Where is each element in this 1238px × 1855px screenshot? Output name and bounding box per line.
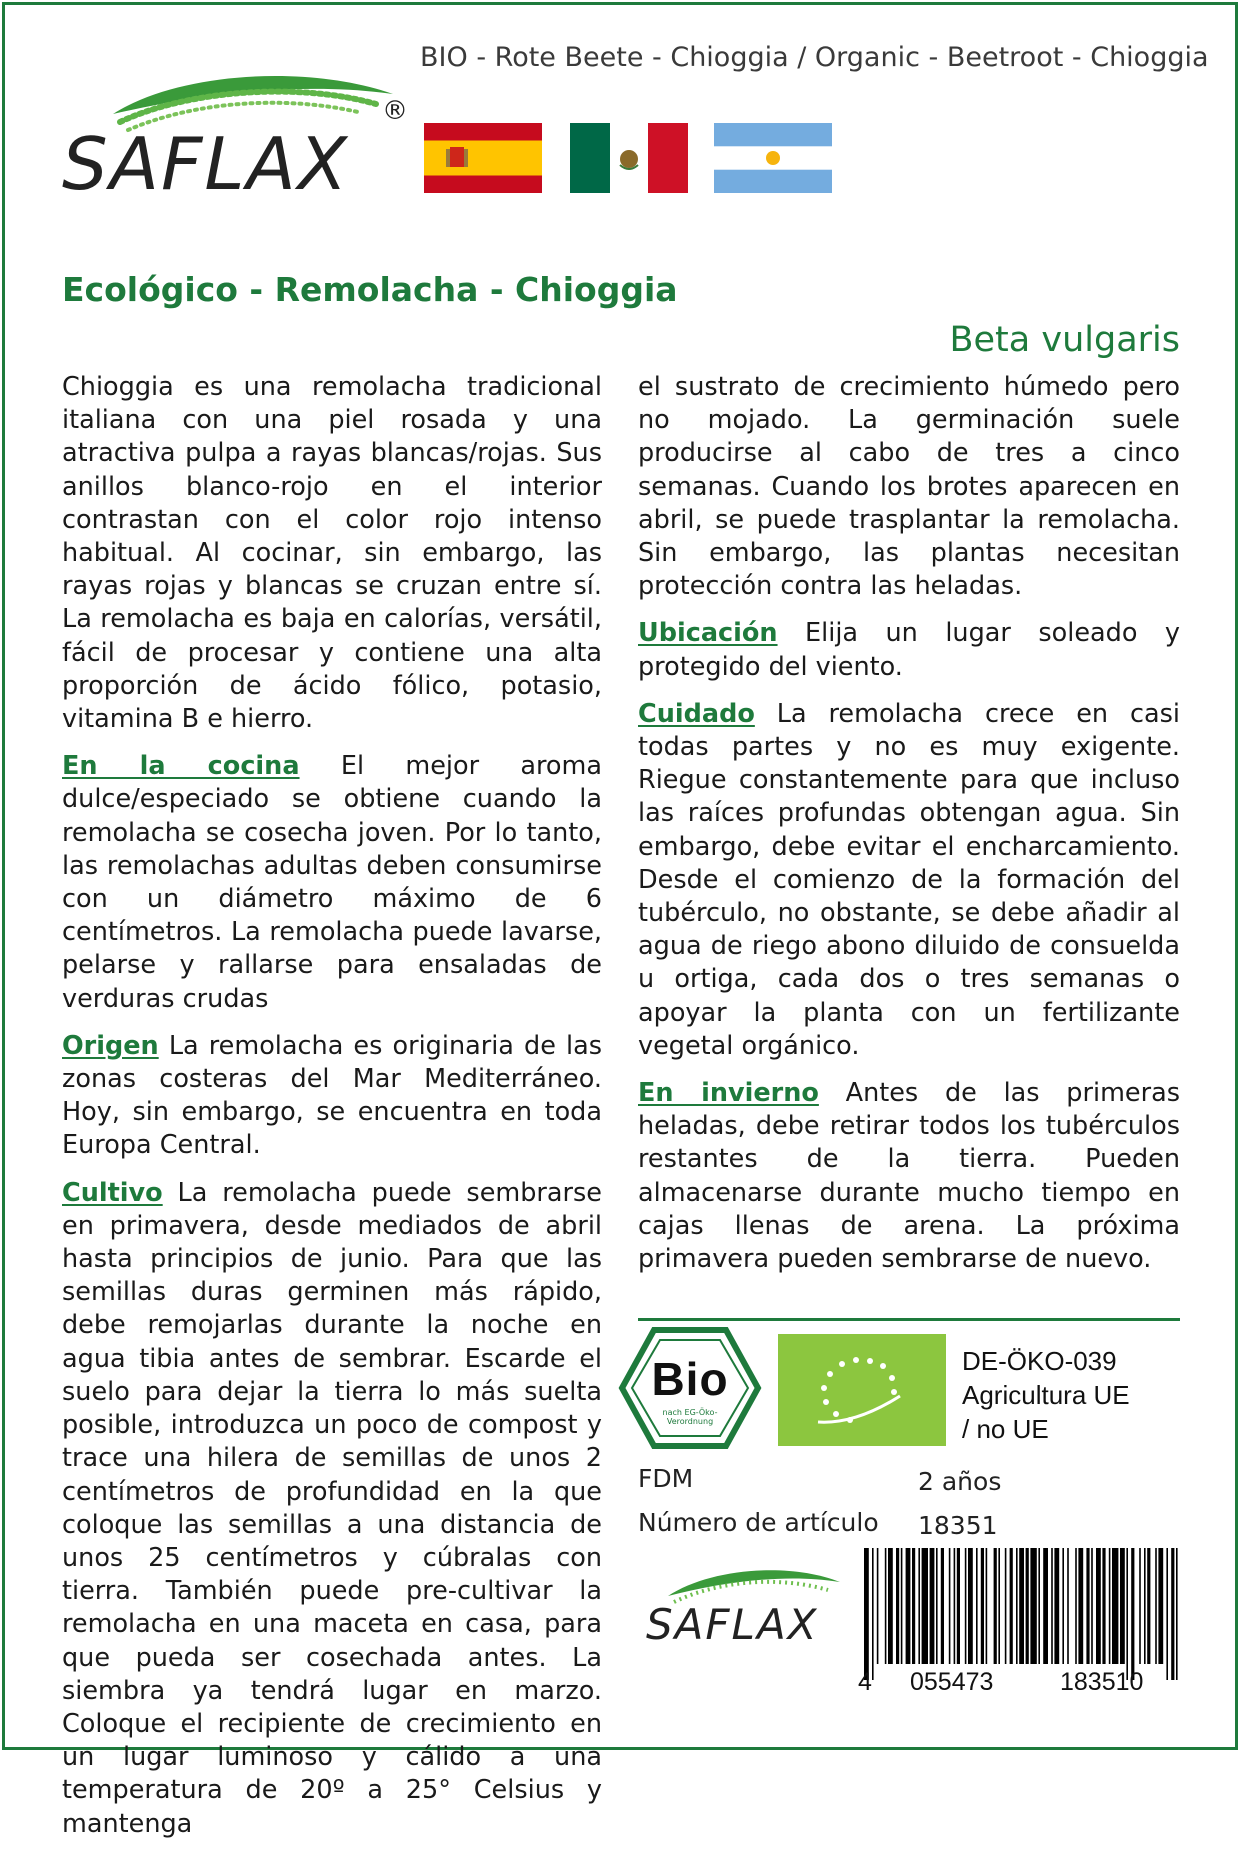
barcode-bar <box>998 1548 1000 1664</box>
barcode-bar <box>877 1548 879 1664</box>
barcode-bar <box>968 1548 973 1664</box>
barcode-bar <box>1102 1548 1105 1664</box>
barcode-bar <box>1062 1548 1064 1664</box>
barcode-bar <box>1144 1548 1146 1664</box>
botanical-name: Beta vulgaris <box>949 320 1180 360</box>
barcode-bar <box>976 1548 978 1664</box>
barcode-bar <box>922 1548 928 1664</box>
agriculture-line-2: / no UE <box>962 1414 1049 1444</box>
barcode-bar <box>1109 1548 1111 1664</box>
barcode-bar <box>1158 1548 1163 1664</box>
barcode-bar <box>1166 1548 1168 1680</box>
cultivation-heading: Cultivo <box>62 1177 163 1208</box>
barcode-bar <box>1112 1548 1118 1664</box>
barcode-bar <box>1019 1548 1024 1664</box>
barcode-bar <box>981 1548 984 1664</box>
kitchen-heading: En la cocina <box>62 751 300 782</box>
barcode-bar <box>1096 1548 1101 1664</box>
barcode-bar <box>1147 1548 1150 1664</box>
left-column <box>62 371 602 1855</box>
barcode-bar <box>1075 1548 1077 1664</box>
barcode-bar <box>1171 1548 1174 1680</box>
winter-text: Antes de las primeras heladas, debe retirar todos los tubérculos restantes de la tierra. Pueden almacenarse durante mucho tiempo en cajas llenas de arena. La próxima primavera pueden sembrarse de nuevo. <box>638 1078 1180 1275</box>
barcode-bar <box>1010 1548 1013 1664</box>
bio-seal-text: Bio <box>651 1353 729 1405</box>
saflax-logo-small <box>640 1552 850 1664</box>
article-number-value: 18351 <box>918 1511 998 1540</box>
barcode-bar <box>872 1548 874 1680</box>
winter-section <box>638 1077 1180 1276</box>
barcode-bar <box>1120 1548 1125 1664</box>
cultivation-section <box>62 1177 602 1841</box>
barcode-bar <box>1139 1548 1141 1664</box>
barcode-bar <box>957 1548 960 1664</box>
barcode-group-1: 055473 <box>910 1668 994 1696</box>
barcode-bar <box>901 1548 903 1664</box>
barcode-bar <box>864 1548 869 1680</box>
saflax-wordmark: SAFLAX <box>62 122 350 206</box>
barcode-icon <box>850 1548 1180 1686</box>
right-column <box>638 371 1180 1290</box>
barcode-bar <box>949 1548 951 1664</box>
care-heading: Cuidado <box>638 698 755 729</box>
kitchen-text: El mejor aroma dulce/especiado se obtiene cuando la remolacha se cosecha joven. Por lo tanto, las remolachas adultas deben consumirse con un diámetro máximo de 6 centímetros. La remolacha puede lavarse, pelarse y rallarse para ensaladas de verduras crudas <box>62 751 602 1014</box>
spain-flag-icon <box>424 123 542 193</box>
origin-text: La remolacha es originaria de las zonas costeras del Mar Mediterráneo. Hoy, sin embargo, se encuentra en toda Europa Central. <box>62 1030 603 1161</box>
eu-organic-leaf-icon <box>778 1334 946 1446</box>
barcode-bar <box>965 1548 967 1664</box>
certification-code: DE-ÖKO-039 <box>962 1346 1117 1376</box>
location-text: Elija un lugar soleado y protegido del viento. <box>638 618 1180 682</box>
barcode-bar <box>1043 1548 1048 1664</box>
barcode-bar <box>912 1548 915 1664</box>
barcode-bar <box>1054 1548 1059 1664</box>
barcode-bar <box>936 1548 938 1664</box>
location-heading: Ubicación <box>638 618 778 649</box>
location-section <box>638 617 1180 683</box>
barcode-bar <box>1091 1548 1093 1664</box>
cultivation-text: La remolacha puede sembrarse en primavera, desde mediados de abril hasta principios de junio. Para que las semillas duras germinen más rápido, debe remojarlas durante la noche en agua tibia antes de sembrar. Escarde el suelo para dejar la tierra lo más suelta posible, introduzca un poco de compost y trace una hilera de semillas de unos 2 centímetros de profundidad en la que coloque las semillas a una distancia de unos 25 centímetros y cúbralas con tierra. También puede pre-cultivar la remolacha en una maceta en casa, para que pueda ser cosechada antes. La siembra ya tendrá lugar en marzo. Coloque el recipiente de crecimiento en un lugar luminoso y cálido a una temperatura de 20º a 25° Celsius y mantenga <box>62 1177 602 1839</box>
bio-seal-icon <box>618 1326 762 1450</box>
mexico-flag-icon <box>570 123 688 193</box>
barcode-bar <box>1078 1548 1083 1664</box>
barcode-bar <box>941 1548 944 1664</box>
origin-heading: Origen <box>62 1030 159 1061</box>
barcode-bar <box>1005 1548 1007 1664</box>
barcode-bar <box>1026 1548 1029 1664</box>
product-line-header: BIO - Rote Beete - Chioggia / Organic - Beetroot - Chioggia <box>420 42 1209 73</box>
barcode-bar <box>954 1548 956 1664</box>
fdm-label: FDM <box>638 1464 694 1493</box>
argentina-flag-icon <box>714 123 832 193</box>
winter-heading: En invierno <box>638 1078 819 1109</box>
care-text: La remolacha crece en casi todas partes y no es muy exigente. Riegue constantemente para que incluso las raíces profundas obtengan agua. Sin embargo, debe evitar el encharcamiento. Desde el comienzo de la formación del tubérculo, no obstante, se debe añadir al agua de riego abono diluido de consuelda u ortiga, cada dos o tres semanas o apoyar la planta con un fertilizante vegetal orgánico. <box>638 698 1180 1061</box>
barcode-group-2: 183510 <box>1060 1668 1144 1696</box>
barcode-first-digit: 4 <box>858 1668 872 1696</box>
saflax-logo <box>58 52 408 212</box>
barcode-bar <box>930 1548 935 1664</box>
barcode-bar <box>885 1548 887 1664</box>
barcode-bar <box>1155 1548 1157 1664</box>
barcode-bar <box>1086 1548 1089 1664</box>
fdm-value: 2 años <box>918 1467 1002 1496</box>
barcode-bar <box>1038 1548 1040 1664</box>
bio-seal-subtext: nach EG-Öko-Verordnung <box>662 1408 718 1426</box>
barcode-bar <box>1176 1548 1178 1680</box>
barcode-bar <box>1030 1548 1036 1664</box>
cultivation-continued: el sustrato de crecimiento húmedo pero no mojado. La germinación suele producirse al cabo de tres a cinco semanas. Cuando los brotes aparecen en abril, se puede trasplantar la remolacha. Sin embargo, las plantas necesitan protección contra las heladas. <box>638 372 1180 602</box>
barcode-bar <box>1067 1548 1069 1664</box>
certification-text <box>962 1344 1130 1446</box>
barcode-bar <box>896 1548 899 1664</box>
barcode-bar <box>1131 1548 1134 1680</box>
registered-mark: ® <box>382 96 408 126</box>
barcode-bar <box>986 1548 988 1664</box>
product-title: Ecológico - Remolacha - Chioggia <box>62 270 678 309</box>
barcode-bar <box>1051 1548 1053 1664</box>
barcode-bar <box>906 1548 911 1664</box>
care-section <box>638 698 1180 1063</box>
certification-divider <box>638 1318 1180 1321</box>
barcode-bar <box>888 1548 893 1664</box>
kitchen-section <box>62 750 602 1016</box>
agriculture-line-1: Agricultura UE <box>962 1380 1130 1410</box>
saflax-wordmark-small: SAFLAX <box>646 1600 819 1649</box>
barcode-bar <box>994 1548 997 1664</box>
barcode-bar <box>918 1548 920 1664</box>
article-number-label: Número de artículo <box>638 1508 879 1537</box>
barcode-bar <box>1126 1548 1128 1680</box>
barcode-bar <box>1016 1548 1018 1664</box>
intro-paragraph: Chioggia es una remolacha tradicional italiana con una piel rosada y una atractiva pulpa a rayas blancas/rojas. Sus anillos blanco-rojo en el interior contrastan con el color rojo intenso habitual. Al cocinar, sin embargo, las rayas rojas y blancas se cruzan entre sí. La remolacha es baja en calorías, versátil, fácil de procesar y contiene una alta proporción de ácido fólico, potasio, vitamina B e hierro. <box>62 372 602 735</box>
origin-section <box>62 1030 602 1163</box>
